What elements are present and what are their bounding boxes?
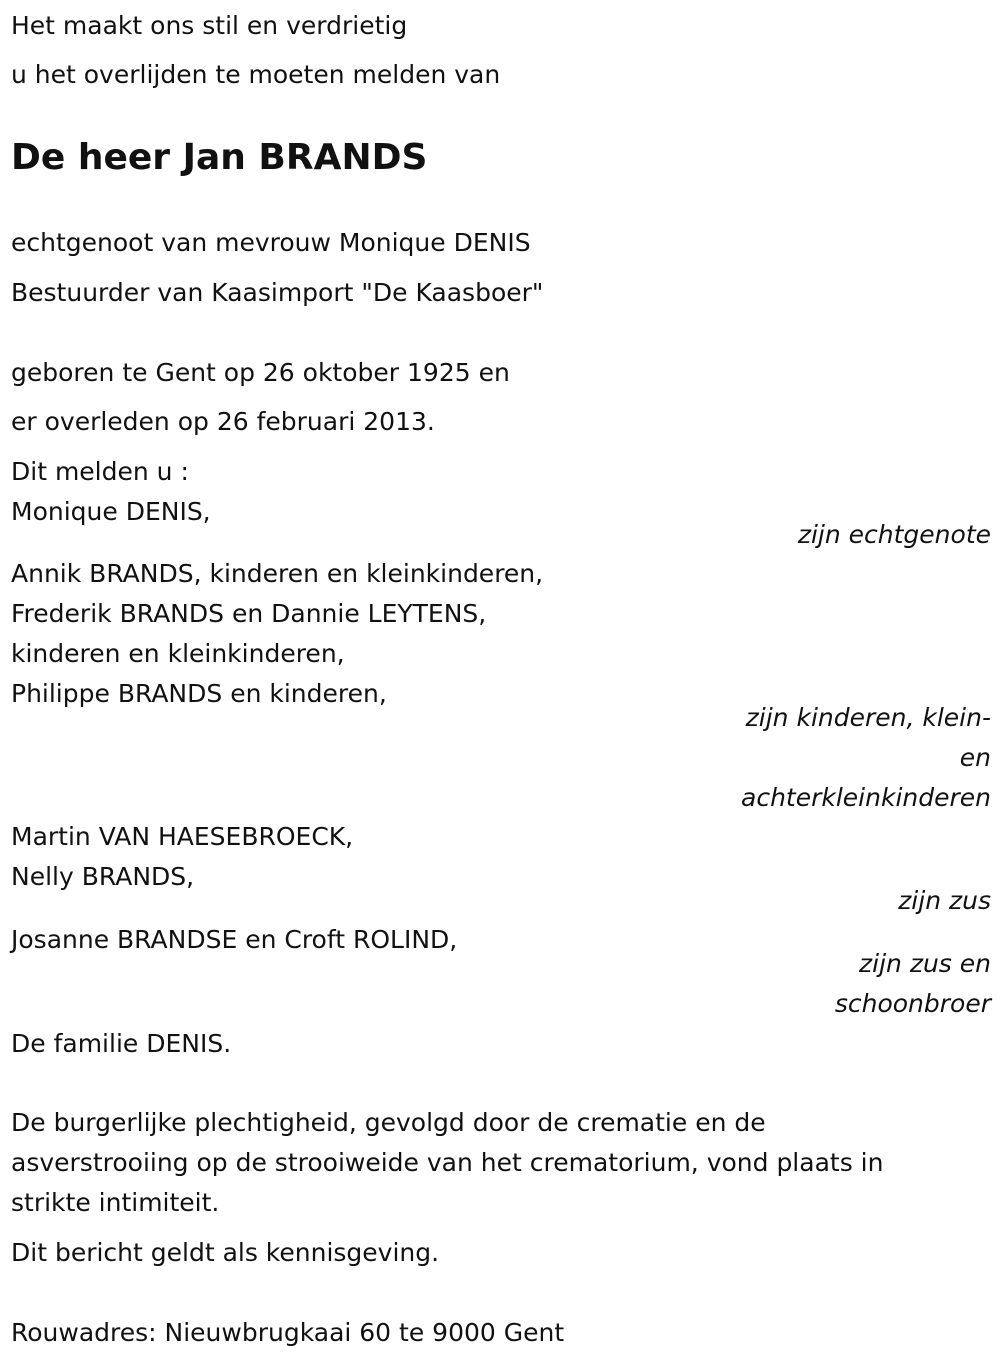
relation-label: en	[959, 743, 991, 772]
announcer-line: Philippe BRANDS en kinderen,	[11, 679, 387, 708]
relation-label: zijn zus en	[859, 949, 991, 978]
intro-line-2: u het overlijden te moeten melden van	[11, 60, 501, 89]
relation-label: zijn kinderen, klein-	[745, 703, 991, 732]
intro-line-1: Het maakt ons stil en verdrietig	[11, 11, 408, 40]
announcer-line: Monique DENIS,	[11, 497, 211, 526]
ceremony-line: De burgerlijke plechtigheid, gevolgd door de crematie en de	[11, 1108, 766, 1137]
spouse-line: echtgenoot van mevrouw Monique DENIS	[11, 228, 531, 257]
relation-label: zijn echtgenote	[797, 520, 991, 549]
death-line: er overleden op 26 februari 2013.	[11, 407, 435, 436]
announcer-line: Frederik BRANDS en Dannie LEYTENS,	[11, 599, 487, 628]
deceased-name: De heer Jan BRANDS	[11, 137, 428, 178]
announcers-heading: Dit melden u :	[11, 457, 189, 486]
occupation-line: Bestuurder van Kaasimport "De Kaasboer"	[11, 278, 544, 307]
relation-label: zijn zus	[898, 886, 991, 915]
ceremony-line: strikte intimiteit.	[11, 1188, 220, 1217]
announcer-line: Nelly BRANDS,	[11, 862, 195, 891]
birth-line: geboren te Gent op 26 oktober 1925 en	[11, 358, 510, 387]
relation-label: schoonbroer	[834, 989, 991, 1018]
mourning-address: Rouwadres: Nieuwbrugkaai 60 te 9000 Gent	[11, 1318, 565, 1347]
announcer-line: Annik BRANDS, kinderen en kleinkinderen,	[11, 559, 544, 588]
notice-line: Dit bericht geldt als kennisgeving.	[11, 1238, 440, 1267]
announcer-line: Josanne BRANDSE en Croft ROLIND,	[11, 925, 458, 954]
announcer-line: Martin VAN HAESEBROECK,	[11, 822, 354, 851]
family-line: De familie DENIS.	[11, 1029, 232, 1058]
relation-label: achterkleinkinderen	[741, 783, 991, 812]
ceremony-line: asverstrooiing op de strooiweide van het crematorium, vond plaats in	[11, 1148, 884, 1177]
announcer-line: kinderen en kleinkinderen,	[11, 639, 345, 668]
